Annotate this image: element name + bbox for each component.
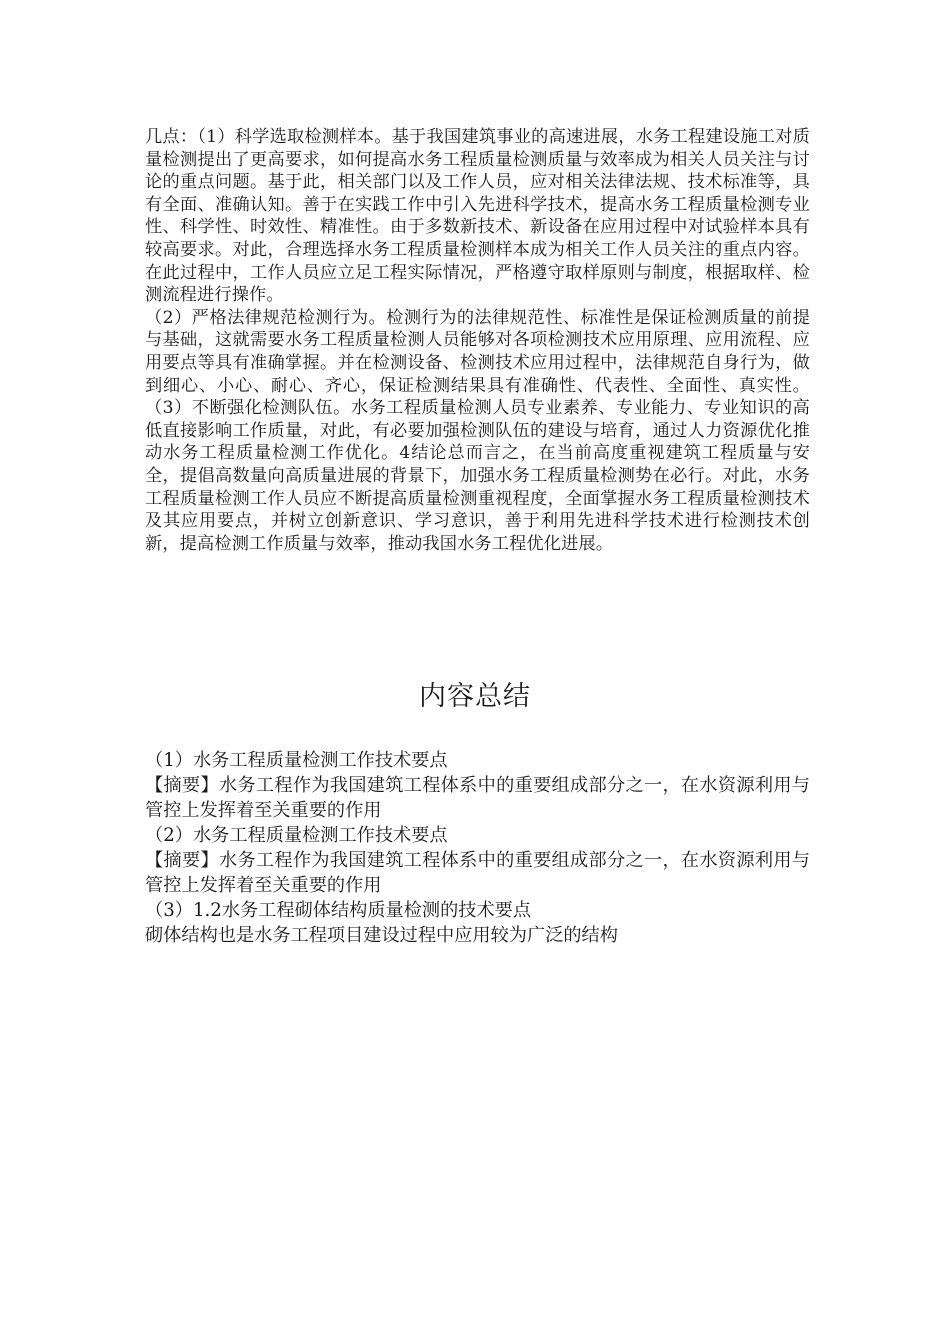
summary-item [145,823,810,898]
summary-title: 内容总结 [419,681,531,712]
summary-item-abstract: 【摘要】水务工程作为我国建筑工程体系中的重要组成部分之一，在水资源利用与管控上发挥着至关重要的作用 [145,775,810,821]
summary-item [145,898,810,948]
summary-list [145,748,810,948]
body-text [145,126,810,555]
summary-item-heading: （1）水务工程质量检测工作技术要点 [145,750,448,771]
body-paragraph-2: （2）严格法律规范检测行为。检测行为的法律规范性、标准性是保证检测质量的前提与基础，这就需要水务工程质量检测人员能够对各项检测技术应用原理、应用流程、应用要点等具有准确掌握。并在检测设备、检测技术应用过程中，法律规范自身行为，做到细心、小心、耐心、齐心，保证检测结果具有准确性、代表性、全面性、真实性。（3）不断强化检测队伍。水务工程质量检测人员专业素养、专业能力、专业知识的高低直接影响工作质量，对此，有必要加强检测队伍的建设与培育，通过人力资源优化推动水务工程质量检测工作优化。4结论总而言之，在当前高度重视建筑工程质量与安全，提倡高数量向高质量进展的背景下，加强水务工程质量检测势在必行。对此，水务工程质量检测工作人员应不断提高质量检测重视程度，全面掌握水务工程质量检测技术及其应用要点，并树立创新意识、学习意识，善于利用先进科学技术进行检测技术创新，提高检测工作质量与效率，推动我国水务工程优化进展。 [145,307,810,554]
body-paragraph-1: 几点：（1）科学选取检测样本。基于我国建筑事业的高速进展，水务工程建设施工对质量检测提出了更高要求，如何提高水务工程质量检测质量与效率成为相关人员关注与讨论的重点问题。基于此，相关部门以及工作人员，应对相关法律法规、技术标准等，具有全面、准确认知。善于在实践工作中引入先进科学技术，提高水务工程质量检测专业性、科学性、时效性、精准性。由于多数新技术、新设备在应用过程中对试验样本具有较高要求。对此，合理选择水务工程质量检测样本成为相关工作人员关注的重点内容。在此过程中，工作人员应立足工程实际情况，严格遵守取样原则与制度，根据取样、检测流程进行操作。 [145,127,810,306]
summary-item-abstract: 【摘要】水务工程作为我国建筑工程体系中的重要组成部分之一，在水资源利用与管控上发挥着至关重要的作用 [145,850,810,896]
summary-item-heading: （3）1.2水务工程砌体结构质量检测的技术要点 [145,900,532,921]
summary-item-heading: （2）水务工程质量检测工作技术要点 [145,825,448,846]
summary-item [145,748,810,823]
summary-item-abstract: 砌体结构也是水务工程项目建设过程中应用较为广泛的结构 [145,925,618,946]
